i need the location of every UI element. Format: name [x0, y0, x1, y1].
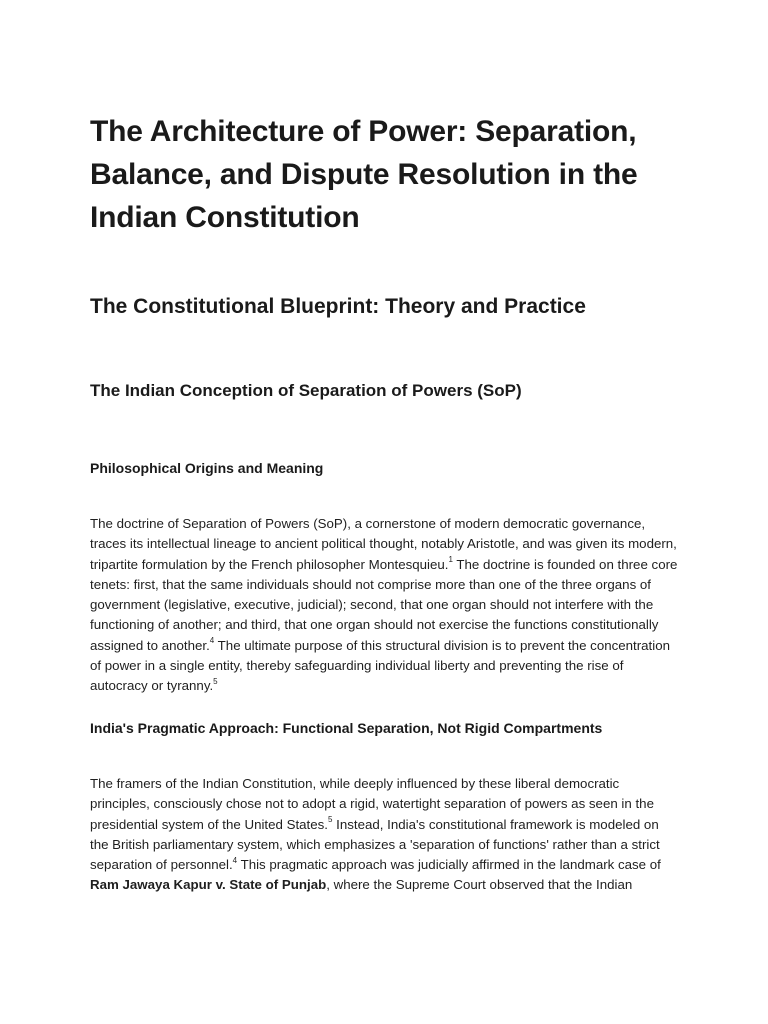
section-heading: The Constitutional Blueprint: Theory and Practice: [90, 295, 586, 318]
footnote-ref[interactable]: 5: [213, 676, 218, 686]
document-title: The Architecture of Power: Separation, Balance, and Dispute Resolution in the Indian Constitution: [90, 115, 638, 234]
subsection-heading: The Indian Conception of Separation of Powers (SoP): [90, 381, 522, 400]
pragmatic-approach-paragraph: [90, 774, 680, 896]
paragraph-text: The doctrine is founded on three core tenets: first, that the same individuals should not comprise more than one of the three organs of government (legislative, executive, judicial); second, that one organ should not interfere with the functioning of another; and third, that one organ should not exercise the functions constitutionally assigned to another.: [90, 556, 678, 653]
case-name: Ram Jawaya Kapur v. State of Punjab: [90, 877, 327, 893]
pragmatic-approach-heading: India's Pragmatic Approach: Functional Separation, Not Rigid Compartments: [90, 720, 603, 736]
footnote-ref[interactable]: 1: [448, 555, 453, 565]
paragraph-text: This pragmatic approach was judicially affirmed in the landmark case of: [237, 857, 661, 873]
paragraph-text: Instead, India's constitutional framework is modeled on the British parliamentary system, which emphasizes a 'separation of functions' rather than a strict separation of personnel.: [90, 816, 660, 873]
philosophical-origins-heading: Philosophical Origins and Meaning: [90, 460, 324, 476]
paragraph-text: The framers of the Indian Constitution, while deeply influenced by these liberal democratic principles, consciously chose not to adopt a rigid, watertight separation of powers as seen in the presidential system of the United States.: [90, 776, 654, 832]
footnote-ref[interactable]: 4: [209, 636, 215, 646]
paragraph-text: The doctrine of Separation of Powers (SoP), a cornerstone of modern democratic governance, traces its intellectual lineage to ancient political thought, notably Aristotle, and was given its modern, tripartite formulation by the French philosopher Montesquieu.: [90, 516, 677, 572]
paragraph-text: The ultimate purpose of this structural division is to prevent the concentration of power in a single entity, thereby safeguarding individual liberty and preventing the rise of autocracy or tyranny.: [90, 637, 671, 694]
footnote-ref[interactable]: 5: [328, 815, 333, 825]
philosophical-origins-paragraph: [90, 514, 680, 697]
footnote-ref[interactable]: 4: [232, 855, 238, 865]
paragraph-text: , where the Supreme Court observed that the Indian: [326, 877, 633, 893]
